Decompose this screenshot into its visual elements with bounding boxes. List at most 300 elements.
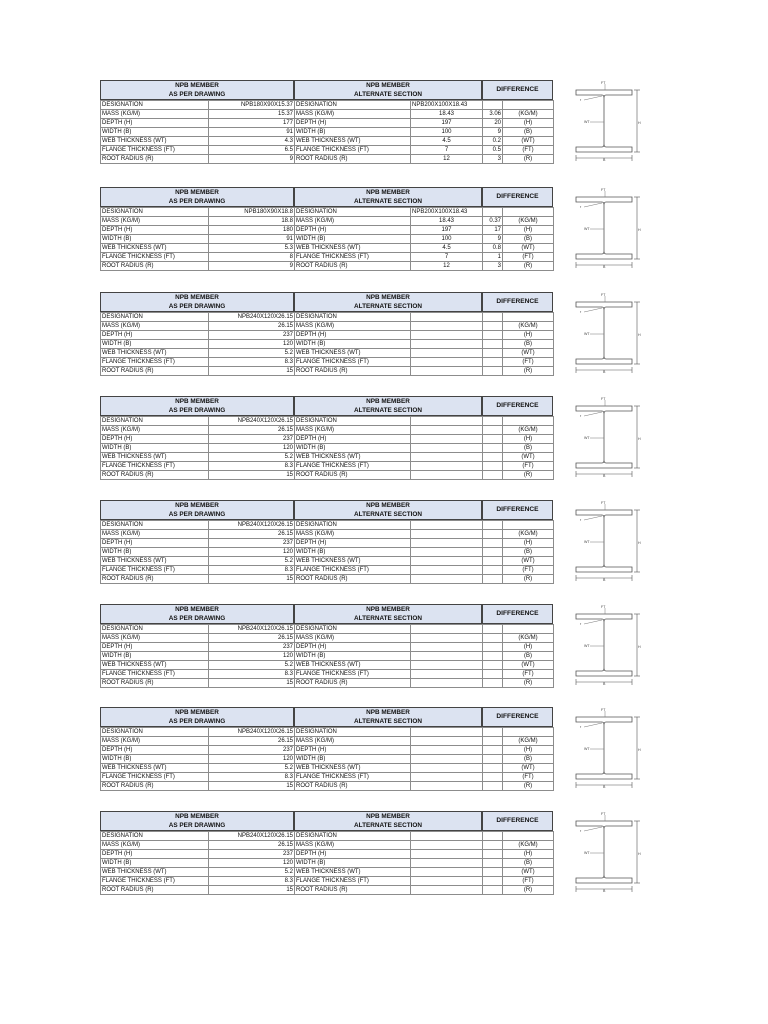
alternate-label: DEPTH (H) [295, 119, 411, 128]
alternate-section-header [294, 604, 482, 624]
property-label: DEPTH (H) [101, 643, 209, 652]
property-label: DEPTH (H) [101, 850, 209, 859]
property-label: MASS (KG/M) [101, 530, 209, 539]
drawing-value: 26.15 [209, 737, 295, 746]
header-line: NPB MEMBER [175, 502, 219, 509]
width-label: B [603, 682, 606, 686]
property-label: ROOT RADIUS (R) [101, 679, 209, 688]
drawing-value: NPB240X120X26.15 [209, 313, 295, 322]
drawing-value: 9 [209, 262, 295, 271]
table-row [101, 417, 554, 426]
table-row [101, 868, 554, 877]
unit-label: (WT) [503, 453, 554, 462]
table-row [101, 539, 554, 548]
alternate-label: MASS (KG/M) [295, 217, 411, 226]
table-row [101, 244, 554, 253]
property-label: DESIGNATION [101, 832, 209, 841]
difference-value [483, 435, 503, 444]
drawing-value: 120 [209, 340, 295, 349]
web-thickness-label: WT [584, 227, 590, 231]
drawing-value: 15 [209, 886, 295, 895]
header-line: NPB MEMBER [175, 189, 219, 196]
alternate-label: DESIGNATION [295, 101, 411, 110]
alternate-value [411, 652, 483, 661]
property-label: WIDTH (B) [101, 652, 209, 661]
unit-label: (KG/M) [503, 426, 554, 435]
unit-label: (H) [503, 539, 554, 548]
root-radius-label: r [580, 205, 582, 209]
property-label: DESIGNATION [101, 521, 209, 530]
unit-label: (B) [503, 755, 554, 764]
flange-thickness-label: FT [601, 293, 606, 297]
unit-label: (FT) [503, 358, 554, 367]
drawing-value: 237 [209, 331, 295, 340]
member-comparison-block [100, 80, 553, 164]
alternate-label: WIDTH (B) [295, 652, 411, 661]
table-row [101, 764, 554, 773]
header-line: AS PER DRAWING [168, 91, 226, 98]
difference-value [483, 521, 503, 530]
difference-value [483, 322, 503, 331]
table-row [101, 217, 554, 226]
difference-value [483, 773, 503, 782]
drawing-value: 5.2 [209, 349, 295, 358]
alternate-label: FLANGE THICKNESS (FT) [295, 773, 411, 782]
table-row [101, 226, 554, 235]
as-per-drawing-header [100, 396, 294, 416]
drawing-value: 120 [209, 548, 295, 557]
alternate-value [411, 661, 483, 670]
header-line: AS PER DRAWING [168, 198, 226, 205]
alternate-value [411, 737, 483, 746]
difference-value [483, 462, 503, 471]
property-label: ROOT RADIUS (R) [101, 886, 209, 895]
header-line: NPB MEMBER [366, 82, 410, 89]
alternate-value [411, 755, 483, 764]
difference-value: 17 [483, 226, 503, 235]
property-label: WIDTH (B) [101, 859, 209, 868]
alternate-value [411, 850, 483, 859]
root-radius-label: r [580, 518, 582, 522]
table-row [101, 253, 554, 262]
unit-label: (H) [503, 435, 554, 444]
table-row [101, 235, 554, 244]
member-comparison-block [100, 707, 553, 791]
property-label: MASS (KG/M) [101, 217, 209, 226]
difference-value [483, 841, 503, 850]
difference-value [483, 417, 503, 426]
difference-value [483, 868, 503, 877]
difference-value [483, 764, 503, 773]
difference-value [483, 886, 503, 895]
alternate-label: FLANGE THICKNESS (FT) [295, 670, 411, 679]
table-row [101, 262, 554, 271]
unit-label [503, 417, 554, 426]
table-row [101, 679, 554, 688]
member-table [100, 727, 554, 791]
drawing-value: 237 [209, 746, 295, 755]
alternate-value [411, 557, 483, 566]
i-beam-icon [566, 394, 642, 478]
alternate-value [411, 670, 483, 679]
property-label: WEB THICKNESS (WT) [101, 868, 209, 877]
drawing-value: 15 [209, 575, 295, 584]
alternate-section-header [294, 396, 482, 416]
unit-label: (H) [503, 850, 554, 859]
drawing-value: 8.3 [209, 877, 295, 886]
drawing-value: NPB180X90X18.8 [209, 208, 295, 217]
alternate-label: MASS (KG/M) [295, 634, 411, 643]
header-line: NPB MEMBER [366, 398, 410, 405]
alternate-value [411, 643, 483, 652]
table-row [101, 773, 554, 782]
difference-value [483, 755, 503, 764]
table-row [101, 119, 554, 128]
alternate-label: FLANGE THICKNESS (FT) [295, 566, 411, 575]
drawing-value: 237 [209, 539, 295, 548]
alternate-label: MASS (KG/M) [295, 530, 411, 539]
difference-value: 0.5 [483, 146, 503, 155]
header-line: AS PER DRAWING [168, 718, 226, 725]
unit-label: (H) [503, 119, 554, 128]
i-beam-icon [566, 705, 642, 789]
table-row [101, 557, 554, 566]
alternate-label: ROOT RADIUS (R) [295, 679, 411, 688]
alternate-label: WEB THICKNESS (WT) [295, 557, 411, 566]
alternate-label: MASS (KG/M) [295, 841, 411, 850]
property-label: MASS (KG/M) [101, 110, 209, 119]
difference-value: 9 [483, 128, 503, 137]
root-radius-leader [584, 723, 602, 727]
header-line: NPB MEMBER [175, 294, 219, 301]
member-comparison-block [100, 811, 553, 895]
i-section-diagram [566, 185, 642, 269]
table-row [101, 728, 554, 737]
drawing-value: 26.15 [209, 634, 295, 643]
drawing-value: NPB240X120X26.15 [209, 728, 295, 737]
table-row [101, 850, 554, 859]
alternate-label: WIDTH (B) [295, 128, 411, 137]
alternate-value [411, 453, 483, 462]
i-section-diagram [566, 78, 642, 162]
member-comparison-block [100, 500, 553, 584]
alternate-value [411, 679, 483, 688]
flange-thickness-label: FT [601, 605, 606, 609]
difference-value [483, 566, 503, 575]
root-radius-label: r [580, 725, 582, 729]
root-radius-label: r [580, 310, 582, 314]
web-thickness-label: WT [584, 332, 590, 336]
alternate-label: MASS (KG/M) [295, 110, 411, 119]
alternate-label: DESIGNATION [295, 625, 411, 634]
header-line: NPB MEMBER [366, 502, 410, 509]
property-label: DESIGNATION [101, 101, 209, 110]
unit-label [503, 313, 554, 322]
flange-thickness-label: FT [601, 708, 606, 712]
property-label: WEB THICKNESS (WT) [101, 244, 209, 253]
alternate-value: 197 [411, 119, 483, 128]
difference-value [483, 340, 503, 349]
unit-label: (KG/M) [503, 841, 554, 850]
as-per-drawing-header [100, 811, 294, 831]
flange-thickness-label: FT [601, 812, 606, 816]
unit-label: (R) [503, 262, 554, 271]
property-label: DESIGNATION [101, 313, 209, 322]
alternate-label: DEPTH (H) [295, 331, 411, 340]
property-label: DESIGNATION [101, 417, 209, 426]
table-row [101, 128, 554, 137]
alternate-label: MASS (KG/M) [295, 737, 411, 746]
drawing-value: 120 [209, 859, 295, 868]
table-row [101, 575, 554, 584]
alternate-section-header [294, 811, 482, 831]
alternate-label: FLANGE THICKNESS (FT) [295, 253, 411, 262]
difference-value [483, 426, 503, 435]
alternate-value: NPB200X100X18.43 [411, 208, 483, 217]
table-row [101, 530, 554, 539]
table-row [101, 208, 554, 217]
header-line: ALTERNATE SECTION [354, 822, 422, 829]
unit-label: (B) [503, 128, 554, 137]
root-radius-label: r [580, 98, 582, 102]
drawing-value: NPB180X90X15.37 [209, 101, 295, 110]
table-row [101, 367, 554, 376]
table-row [101, 331, 554, 340]
table-row [101, 625, 554, 634]
property-label: WEB THICKNESS (WT) [101, 453, 209, 462]
unit-label: (R) [503, 782, 554, 791]
table-row [101, 349, 554, 358]
property-label: ROOT RADIUS (R) [101, 575, 209, 584]
unit-label: (WT) [503, 868, 554, 877]
alternate-label: DESIGNATION [295, 728, 411, 737]
header-line: ALTERNATE SECTION [354, 407, 422, 414]
alternate-value: 18.43 [411, 217, 483, 226]
difference-value [483, 539, 503, 548]
drawing-value: 8.3 [209, 670, 295, 679]
drawing-value: 177 [209, 119, 295, 128]
difference-value [483, 453, 503, 462]
alternate-value [411, 444, 483, 453]
unit-label: (R) [503, 575, 554, 584]
as-per-drawing-header [100, 187, 294, 207]
table-row [101, 841, 554, 850]
drawing-value: 8.3 [209, 773, 295, 782]
unit-label: (FT) [503, 146, 554, 155]
table-row [101, 746, 554, 755]
i-beam-icon [566, 809, 642, 893]
member-table [100, 624, 554, 688]
property-label: MASS (KG/M) [101, 634, 209, 643]
alternate-label: WIDTH (B) [295, 235, 411, 244]
alternate-label: MASS (KG/M) [295, 426, 411, 435]
unit-label: (FT) [503, 877, 554, 886]
header-line: AS PER DRAWING [168, 822, 226, 829]
difference-value [483, 548, 503, 557]
drawing-value: NPB240X120X26.15 [209, 521, 295, 530]
difference-value: 0.37 [483, 217, 503, 226]
flange-thickness-label: FT [601, 188, 606, 192]
member-table [100, 416, 554, 480]
difference-value [483, 634, 503, 643]
alternate-section-header [294, 187, 482, 207]
alternate-label: DESIGNATION [295, 208, 411, 217]
difference-value: 0.2 [483, 137, 503, 146]
drawing-value: 8.3 [209, 566, 295, 575]
property-label: DEPTH (H) [101, 226, 209, 235]
alternate-value [411, 548, 483, 557]
i-beam-icon [566, 78, 642, 162]
table-row [101, 643, 554, 652]
unit-label: (B) [503, 652, 554, 661]
difference-value [483, 557, 503, 566]
alternate-label: WIDTH (B) [295, 755, 411, 764]
table-row [101, 426, 554, 435]
flange-thickness-label: FT [601, 397, 606, 401]
difference-header: DIFFERENCE [482, 396, 553, 416]
as-per-drawing-header [100, 80, 294, 100]
property-label: FLANGE THICKNESS (FT) [101, 670, 209, 679]
depth-label: H [638, 437, 641, 441]
difference-value [483, 832, 503, 841]
alternate-value [411, 764, 483, 773]
as-per-drawing-header [100, 707, 294, 727]
unit-label: (FT) [503, 253, 554, 262]
table-row [101, 453, 554, 462]
width-label: B [603, 370, 606, 374]
drawing-value: 15 [209, 471, 295, 480]
difference-value [483, 101, 503, 110]
depth-label: H [638, 121, 641, 125]
unit-label: (FT) [503, 773, 554, 782]
difference-value [483, 358, 503, 367]
alternate-label: MASS (KG/M) [295, 322, 411, 331]
table-row [101, 652, 554, 661]
difference-value [483, 859, 503, 868]
drawing-value: 120 [209, 755, 295, 764]
alternate-section-header [294, 292, 482, 312]
table-row [101, 634, 554, 643]
unit-label: (KG/M) [503, 110, 554, 119]
alternate-value [411, 539, 483, 548]
table-row [101, 146, 554, 155]
unit-label [503, 521, 554, 530]
drawing-value: 8.3 [209, 462, 295, 471]
unit-label: (R) [503, 679, 554, 688]
alternate-value [411, 575, 483, 584]
difference-value [483, 679, 503, 688]
web-thickness-label: WT [584, 851, 590, 855]
drawing-value: 15 [209, 782, 295, 791]
alternate-value [411, 435, 483, 444]
alternate-value [411, 313, 483, 322]
depth-label: H [638, 852, 641, 856]
depth-label: H [638, 748, 641, 752]
property-label: WIDTH (B) [101, 128, 209, 137]
alternate-value: 4.5 [411, 244, 483, 253]
alternate-value [411, 746, 483, 755]
header-line: NPB MEMBER [175, 813, 219, 820]
difference-value [483, 850, 503, 859]
property-label: ROOT RADIUS (R) [101, 471, 209, 480]
difference-value [483, 625, 503, 634]
drawing-value: 237 [209, 850, 295, 859]
alternate-label: DEPTH (H) [295, 226, 411, 235]
unit-label: (B) [503, 340, 554, 349]
root-radius-label: r [580, 829, 582, 833]
alternate-value [411, 566, 483, 575]
unit-label: (KG/M) [503, 322, 554, 331]
alternate-label: WIDTH (B) [295, 444, 411, 453]
unit-label: (R) [503, 471, 554, 480]
table-row [101, 340, 554, 349]
property-label: ROOT RADIUS (R) [101, 367, 209, 376]
unit-label [503, 101, 554, 110]
drawing-value: 180 [209, 226, 295, 235]
property-label: DEPTH (H) [101, 331, 209, 340]
unit-label: (WT) [503, 764, 554, 773]
property-label: MASS (KG/M) [101, 737, 209, 746]
difference-value [483, 530, 503, 539]
member-table [100, 831, 554, 895]
drawing-value: 4.3 [209, 137, 295, 146]
alternate-label: WEB THICKNESS (WT) [295, 453, 411, 462]
alternate-label: WEB THICKNESS (WT) [295, 244, 411, 253]
table-row [101, 313, 554, 322]
alternate-value [411, 521, 483, 530]
property-label: DESIGNATION [101, 625, 209, 634]
property-label: WIDTH (B) [101, 340, 209, 349]
alternate-label: WIDTH (B) [295, 548, 411, 557]
table-row [101, 358, 554, 367]
header-line: ALTERNATE SECTION [354, 718, 422, 725]
alternate-section-header [294, 500, 482, 520]
difference-header: DIFFERENCE [482, 811, 553, 831]
header-line: NPB MEMBER [175, 606, 219, 613]
unit-label: (KG/M) [503, 530, 554, 539]
i-beam-icon [566, 290, 642, 374]
property-label: FLANGE THICKNESS (FT) [101, 877, 209, 886]
property-label: WEB THICKNESS (WT) [101, 557, 209, 566]
width-label: B [603, 785, 606, 789]
width-label: B [603, 265, 606, 269]
difference-value [483, 737, 503, 746]
table-row [101, 101, 554, 110]
property-label: WIDTH (B) [101, 444, 209, 453]
unit-label: (FT) [503, 462, 554, 471]
drawing-value: 5.2 [209, 557, 295, 566]
property-label: DEPTH (H) [101, 539, 209, 548]
drawing-value: 237 [209, 435, 295, 444]
width-label: B [603, 889, 606, 893]
flange-thickness-label: FT [601, 501, 606, 505]
alternate-value [411, 728, 483, 737]
alternate-label: DESIGNATION [295, 313, 411, 322]
unit-label: (H) [503, 746, 554, 755]
header-line: AS PER DRAWING [168, 511, 226, 518]
property-label: ROOT RADIUS (R) [101, 262, 209, 271]
alternate-label: DEPTH (H) [295, 539, 411, 548]
unit-label: (R) [503, 367, 554, 376]
alternate-label: ROOT RADIUS (R) [295, 155, 411, 164]
drawing-value: 120 [209, 652, 295, 661]
difference-value [483, 877, 503, 886]
property-label: WEB THICKNESS (WT) [101, 764, 209, 773]
alternate-value [411, 886, 483, 895]
property-label: FLANGE THICKNESS (FT) [101, 462, 209, 471]
difference-header: DIFFERENCE [482, 80, 553, 100]
unit-label: (WT) [503, 349, 554, 358]
